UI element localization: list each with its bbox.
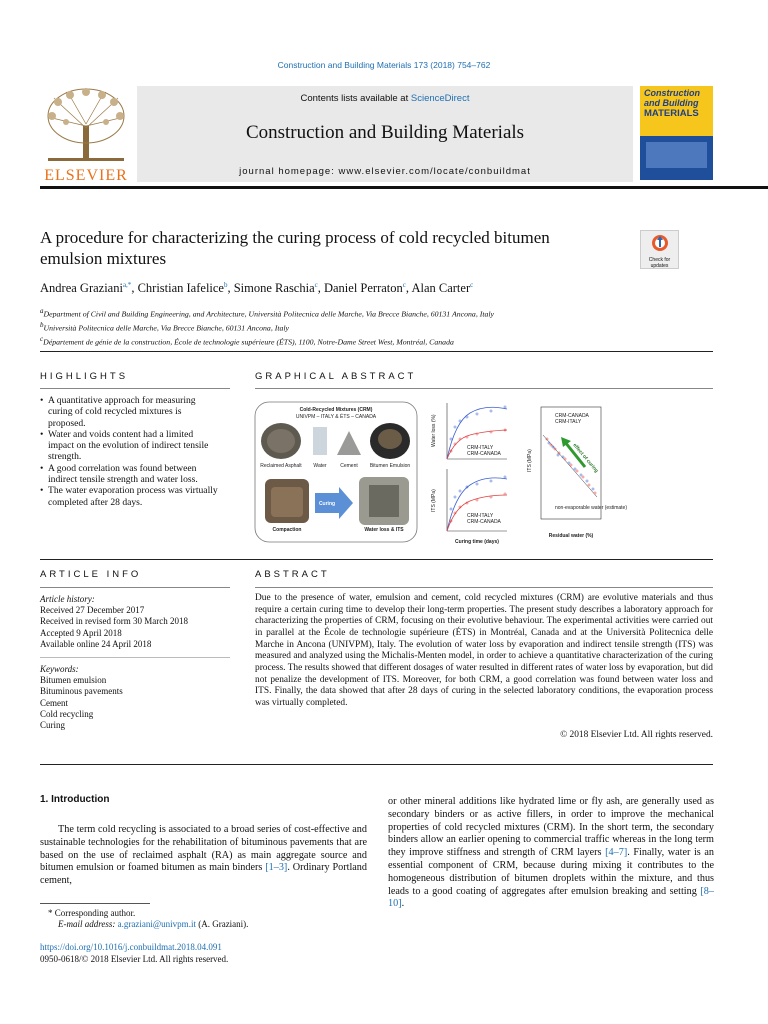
citation-ref[interactable]: [8–10] — [388, 885, 714, 910]
data-point — [582, 476, 584, 478]
data-point — [450, 438, 452, 440]
chart-its-time — [431, 469, 507, 545]
cover-line-2: and Building — [644, 98, 699, 108]
data-point — [454, 496, 456, 498]
affiliation: $^c$Département de génie de la construction, École de technologie supérieure (ÉTS), 1100, Notre-Dame Street West, Montréal, Canada — [40, 335, 454, 347]
highlights-heading: HIGHLIGHTS — [40, 371, 129, 382]
abstract-text: Due to the presence of water, emulsion and cement, cold recycled mixtures (CRM) are evolutive materials and thus require a certain curing time to develop their long-term properties. The present study describes a laboratory approach for characterizing the properties of CRM, focusing on their evolutive behaviour. The experimental activities were carried out in parallel at the École de technologie supérieure (ÉTS) in Montréal, Canada and at the Università Politecnica delle Marche in Ancona (UNIVPM), Italy. The evolution of water loss by evaporation and indirect tensile strength (ITS) was measured and analyzed using the Michalis-Menten model, in order to achieve a quantitative characterization of the curing process. The results showed that different dosages of water resulted in different rates of water loss by evaporation, but did not penalize the development of ITS. Moreover, for both CRM, a good correlation was found between water loss and ITS. Finally, the data showed that after 28 days of curing in the selected laboratory conditions, the evaporation process was virtually completed. — [255, 593, 713, 708]
keyword: Cement — [40, 697, 68, 708]
material-label: Cement — [340, 463, 358, 469]
divider — [255, 388, 713, 389]
check-updates-icon — [650, 233, 670, 253]
ga-box-title: Cold-Recycled Mixtures (CRM) — [299, 407, 373, 413]
corresponding-author-note: * Corresponding author. — [48, 908, 136, 918]
journal-title: Construction and Building Materials — [245, 122, 525, 143]
data-point — [574, 468, 576, 470]
legend-italy: CRM-ITALY — [467, 445, 494, 451]
highlight-item: • Water and voids content had a limited impact on the evolution of indirect tensile strength. — [40, 429, 220, 463]
highlight-item: • The water evaporation process was virtually completed after 28 days. — [40, 485, 220, 508]
data-point — [466, 416, 468, 418]
curing-label: Curing — [318, 501, 336, 507]
highlight-item: • A good correlation was found between indirect tensile strength and water loss. — [40, 463, 220, 486]
legend-italy: CRM-ITALY — [467, 513, 494, 519]
divider — [40, 351, 713, 352]
highlights-list — [40, 395, 220, 508]
step-label: Compaction — [272, 527, 302, 533]
author[interactable]: Daniel Perraton$^c$, — [323, 281, 412, 296]
water-jar-photo — [313, 427, 327, 455]
citation-ref[interactable]: [4–7] — [605, 847, 628, 859]
elsevier-logo — [40, 86, 132, 184]
divider — [40, 764, 713, 765]
journal-cover — [640, 86, 713, 180]
publisher-name: ELSEVIER — [44, 167, 128, 184]
intro-paragraph: The term cold recycling is associated to a broad series of cost-effective and sustainable technologies for the rehabilitation of bituminous pavements that are based on the use of reclaimed asphalt (RA) as main aggregate source and bitumen emulsion or foamed bitumen as main binders [1–3]. Ordinary Portland cement, — [40, 824, 367, 887]
author[interactable]: Simone Raschia$^c$, — [233, 281, 324, 296]
legend-canada: CRM-CANADA — [467, 451, 501, 457]
contents-line — [137, 93, 633, 104]
chart-its-residual — [527, 407, 627, 539]
material-label: Reclaimed Asphalt — [260, 463, 302, 469]
graphical-abstract-figure — [255, 397, 627, 547]
header-rule — [40, 186, 768, 189]
data-point — [580, 474, 582, 476]
journal-header-band — [137, 86, 633, 182]
data-point — [476, 499, 478, 501]
author[interactable]: Andrea Graziani$^{a,*}$, — [40, 281, 138, 296]
email-link[interactable]: a.graziani@univpm.it — [117, 919, 196, 930]
issn-line: 0950-0618/© 2018 Elsevier Ltd. All rights reserved. — [40, 954, 229, 964]
legend-canada: CRM-CANADA — [467, 519, 501, 525]
keywords — [40, 664, 230, 731]
chart3-legend: CRM-ITALY — [555, 419, 582, 425]
abstract-heading: ABSTRACT — [255, 569, 330, 580]
affiliation: $^a$Department of Civil and Building Engineering, and Architecture, Università Politecnica delle Marche, Via Brecce Bianche, 60131 Ancona, Italy — [40, 307, 495, 319]
chart1-ylabel: Water loss (%) — [431, 414, 437, 447]
history-item: Received in revised form 30 March 2018 — [40, 616, 188, 627]
doi-link[interactable]: https://doi.org/10.1016/j.conbuildmat.2018.04.091 — [40, 942, 222, 952]
author-list — [40, 281, 473, 296]
data-point — [570, 464, 572, 466]
journal-citation[interactable]: Construction and Building Materials 173 (2018) 754–762 — [277, 60, 491, 70]
copyright: © 2018 Elsevier Ltd. All rights reserved. — [560, 730, 713, 740]
chart3-note: non-evaporable water (estimate) — [555, 505, 627, 511]
intro-paragraph-continued: or other mineral additions like hydrated lime or fly ash, are generally used as secondary binders or as active fillers, in order to improve the mechanical properties of cold recycled mixtures (CRM). In the short term, the secondary binders allow an earlier opening to commercial traffic whereas in the long term they improve stiffness and strength of CRM layers [4–7]. Finally, water is an essential component of CRM, because during mixing it contributes to the homogeneous distribution of bitumen droplets within the mixture, and thus leads to a good coating of aggregates after emulsion breaking and setting [8–10]. — [388, 796, 714, 910]
chart3-ylabel: ITS (MPa) — [527, 449, 533, 472]
contents-prefix: Contents lists available at — [300, 93, 411, 104]
check-for-updates-button[interactable] — [640, 230, 679, 269]
divider — [40, 657, 230, 658]
divider — [40, 559, 713, 560]
graphical-abstract-heading: GRAPHICAL ABSTRACT — [255, 371, 417, 382]
article-history — [40, 594, 230, 650]
history-item: Received 27 December 2017 — [40, 605, 145, 616]
chart3-xlabel: Residual water (%) — [548, 533, 594, 539]
data-point — [588, 484, 590, 486]
keywords-label: Keywords: — [40, 664, 79, 674]
cover-line-1: Construction — [644, 88, 700, 98]
highlight-item: • A quantitative approach for measuring curing of cold recycled mixtures is proposed. — [40, 395, 220, 429]
sciencedirect-link[interactable]: ScienceDirect — [410, 93, 470, 104]
history-item: Accepted 9 April 2018 — [40, 627, 122, 638]
divider — [40, 388, 230, 389]
elsevier-tree-icon — [40, 86, 132, 164]
data-point — [459, 490, 461, 492]
check-updates-label: Check for updates — [648, 257, 671, 269]
chart-xlabel: Curing time (days) — [455, 539, 499, 545]
chart3-arrow-label: effect of curing — [571, 442, 600, 474]
chart-water-loss — [431, 403, 507, 459]
citation-ref[interactable]: [1–3] — [265, 862, 288, 874]
data-point — [504, 406, 506, 408]
cover-line-3: MATERIALS — [644, 108, 699, 119]
data-point — [454, 426, 456, 428]
divider — [255, 587, 713, 588]
data-point — [568, 462, 570, 464]
affiliation: $^b$Università Politecnica delle Marche, Via Brecce Bianche, 60131 Ancona, Italy — [40, 321, 290, 333]
data-point — [490, 410, 492, 412]
data-point — [586, 480, 588, 482]
data-point — [504, 476, 506, 478]
material-label: Bitumen Emulsion — [369, 463, 411, 469]
data-point — [557, 454, 559, 456]
step-label: Water loss & ITS — [364, 527, 404, 533]
chart2-ylabel: ITS (MPa) — [431, 489, 437, 512]
author[interactable]: Christian Iafelice$^b$, — [137, 281, 234, 296]
section-heading-introduction: 1. Introduction — [40, 794, 110, 805]
journal-homepage[interactable]: journal homepage: www.elsevier.com/locate/conbuildmat — [239, 166, 531, 177]
article-history-label: Article history: — [40, 594, 95, 604]
divider — [40, 587, 230, 588]
data-point — [490, 480, 492, 482]
keyword: Cold recycling — [40, 708, 94, 719]
data-point — [592, 488, 594, 490]
affiliations — [40, 306, 740, 348]
data-point — [476, 413, 478, 415]
email-note: E-mail address: a.graziani@univpm.it (A. Graziani). — [58, 919, 249, 930]
data-point — [594, 492, 596, 494]
footnote — [40, 908, 360, 930]
data-point — [450, 508, 452, 510]
material-label: Water — [313, 463, 327, 469]
data-point — [476, 483, 478, 485]
ga-box-subtitle: UNIVPM – ITALY & ÉTS – CANADA — [295, 414, 377, 420]
author[interactable]: Alan Carter$^c$ — [411, 281, 474, 296]
article-info-heading: ARTICLE INFO — [40, 569, 142, 580]
data-point — [459, 420, 461, 422]
keyword: Bituminous pavements — [40, 686, 123, 697]
chart3-legend: CRM-CANADA — [555, 413, 589, 419]
keyword: Bitumen emulsion — [40, 675, 107, 686]
history-item: Available online 24 April 2018 — [40, 638, 152, 649]
footnote-rule — [40, 903, 150, 904]
article-title: A procedure for characterizing the curing process of cold recycled bitumen emulsion mixtures — [40, 228, 550, 268]
keyword: Curing — [40, 720, 66, 731]
data-point — [576, 470, 578, 472]
